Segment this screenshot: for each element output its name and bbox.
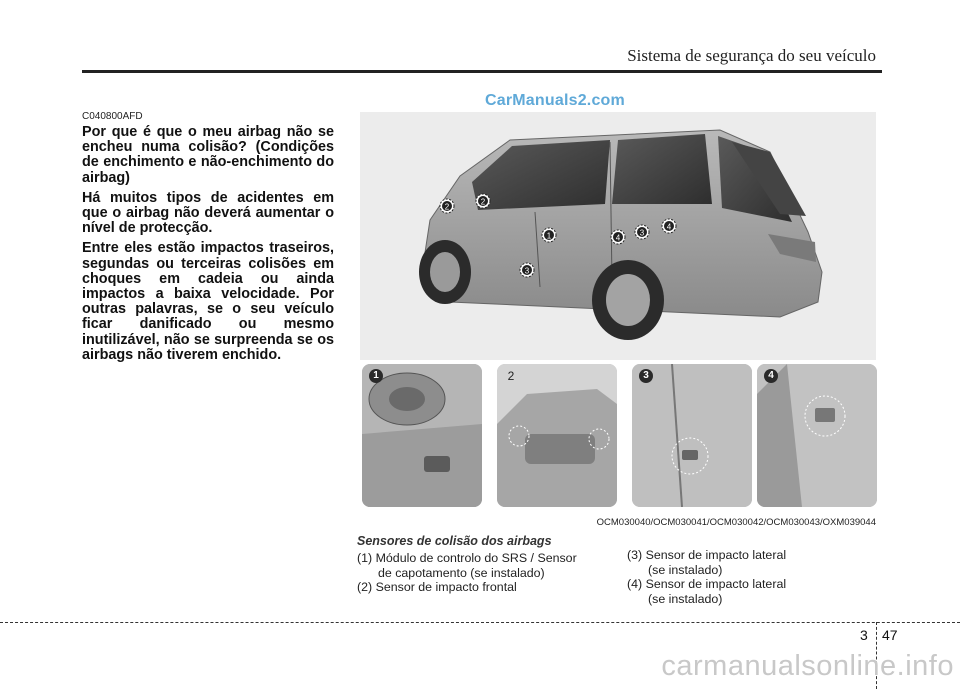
caption-line: (2) Sensor de impacto frontal — [357, 580, 517, 594]
caption-list-right — [627, 548, 786, 606]
car-marker: 2 — [444, 202, 450, 212]
car-marker: 3 — [524, 266, 530, 276]
caption-item — [627, 577, 786, 606]
thumbnail-front-sensor — [497, 364, 617, 507]
thumbnail-drawing — [362, 364, 482, 507]
thumbnail-srs-module — [362, 364, 482, 507]
thumbnail-number: 3 — [639, 369, 653, 383]
footer-rule — [0, 622, 960, 623]
car-marker: 4 — [615, 233, 621, 243]
caption-line: (1) Módulo de controlo do SRS / Sensor — [357, 551, 577, 565]
caption-item — [627, 548, 786, 577]
chapter-number: 3 — [860, 627, 868, 643]
car-marker: 3 — [639, 228, 645, 238]
section-code: C040800AFD — [82, 111, 143, 122]
figure-codes: OCM030040/OCM030041/OCM030042/OCM030043/OXM039044 — [596, 517, 876, 528]
section-paragraph: Entre eles estão impactos traseiros, segundas ou terceiras colisões em choques em cadeia ou ainda impactos a baixa velocidade. Por outras palavras, se o seu veículo ficar danificado ou mesmo inutilizável, não se surpreenda se os airbags não tiverem enchido. — [82, 240, 334, 363]
caption-item — [357, 551, 577, 580]
section-body — [82, 125, 334, 368]
caption-line: de capotamento (se instalado) — [378, 565, 545, 580]
car-marker: 4 — [666, 222, 672, 232]
thumbnail-number: 2 — [507, 369, 515, 383]
caption-title: Sensores de colisão dos airbags — [357, 534, 552, 548]
thumbnail-drawing — [757, 364, 877, 507]
header-rule — [82, 70, 882, 73]
car-marker: 1 — [546, 231, 552, 241]
car-marker: 2 — [480, 197, 486, 207]
page-number: 47 — [882, 627, 898, 643]
caption-line: (4) Sensor de impacto lateral — [627, 577, 787, 591]
watermark-bottom[interactable]: carmanualsonline.info — [661, 650, 954, 682]
caption-item — [357, 580, 577, 595]
caption-list-left — [357, 551, 577, 595]
section-heading: Por que é que o meu airbag não se encheu numa colisão? (Condições de enchimento e não-enchimento do airbag) — [82, 124, 334, 186]
caption-line: (3) Sensor de impacto lateral — [627, 548, 787, 562]
thumbnail-number: 1 — [369, 369, 383, 383]
thumbnail-side-sensor-door — [632, 364, 752, 507]
thumbnail-drawing — [497, 364, 617, 507]
car-illustration — [360, 112, 876, 360]
car-drawing — [360, 112, 876, 360]
caption-line: (se instalado) — [648, 591, 723, 606]
caption-line: (se instalado) — [648, 562, 723, 577]
thumbnail-drawing — [632, 364, 752, 507]
watermark-top[interactable]: CarManuals2.com — [485, 92, 625, 109]
page-header-title: Sistema de segurança do seu veículo — [627, 46, 876, 65]
section-paragraph: Há muitos tipos de acidentes em que o airbag não deverá aumentar o nível de protecção. — [82, 189, 334, 237]
thumbnail-number: 4 — [764, 369, 778, 383]
thumbnail-side-sensor-pillar — [757, 364, 877, 507]
